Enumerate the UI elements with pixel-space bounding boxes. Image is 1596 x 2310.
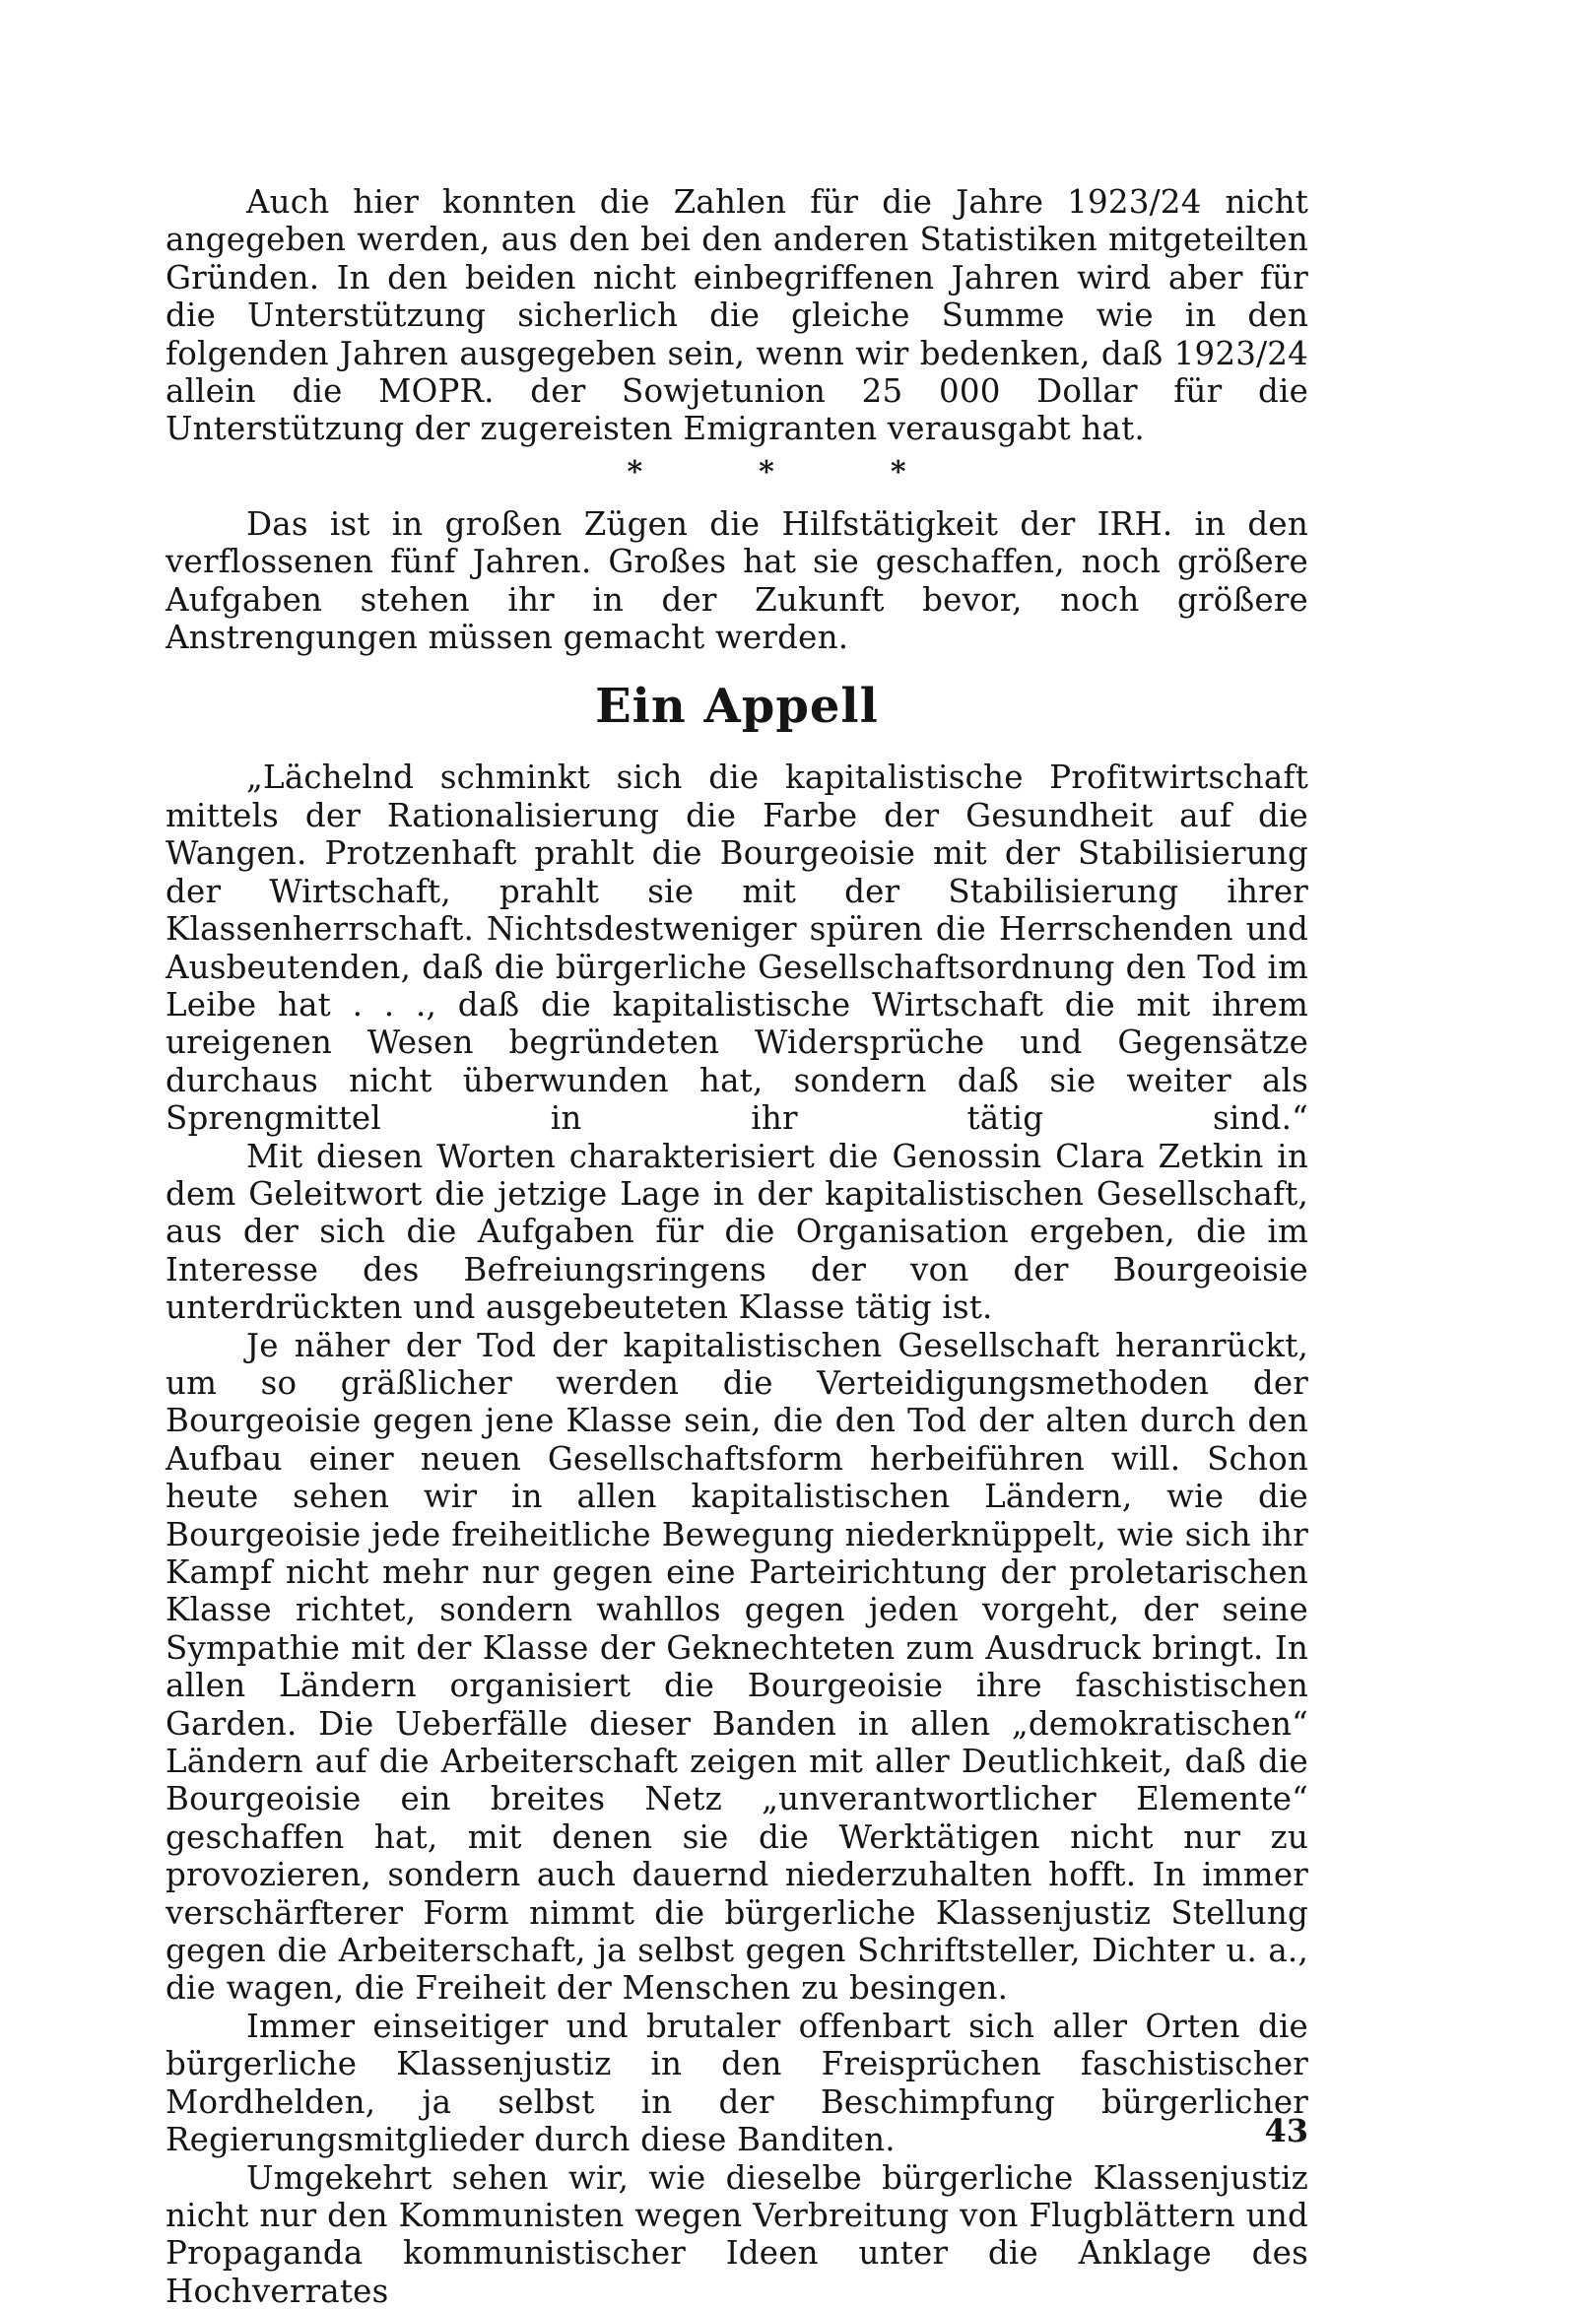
paragraph-continued: Umgekehrt sehen wir, wie dieselbe bürgerliche Klassenjustiz nicht nur den Kommunisten wegen Verbreitung von Flugblättern und Propaganda kommunistischer Ideen unter die Anklage des Hochverrates [166,2159,1308,2310]
section-heading: Ein Appell [166,678,1308,735]
separator-star: * [891,456,906,490]
paragraph-bourgeoisie-methods: Je näher der Tod der kapitalistischen Gesellschaft heranrückt, um so gräßlicher werden die Verteidigungsmethoden der Bourgeoisie gegen jene Klasse sein, die den Tod der alten durch den Aufbau einer neuen Gesellschaftsform herbeiführen will. Schon heute sehen wir in allen kapitalistischen Ländern, wie die Bourgeoisie jede freiheitliche Bewegung niederknüppelt, wie sich ihr Kampf nicht mehr nur gegen eine Parteirichtung der proletarischen Klasse richtet, sondern wahllos gegen jeden vorgeht, der seine Sympathie mit der Klasse der Geknechteten zum Ausdruck bringt. In allen Ländern organisiert die Bourgeoisie ihre faschistischen Garden. Die Ueberfälle dieser Banden in allen „demokratischen“ Ländern auf die Arbeiterschaft zeigen mit aller Deutlichkeit, daß die Bourgeoisie ein breites Netz „unverantwortlicher Elemente“ geschaffen hat, mit denen sie die Werktätigen nicht nur zu provozieren, sondern auch dauernd niederzuhalten hofft. In immer verschärfterer Form nimmt die bürgerliche Klassenjustiz Stellung gegen die Arbeiterschaft, ja selbst gegen Schriftsteller, Dichter u. a., die wagen, die Freiheit der Menschen zu besingen. [166,1327,1308,2008]
paragraph-quote: „Lächelnd schminkt sich die kapitalistische Profitwirtschaft mittels der Rationalisierung die Farbe der Gesundheit auf die Wangen. Protzenhaft prahlt die Bourgeoisie mit der Stabilisierung der Wirtschaft, prahlt sie mit der Stabilisierung ihrer Klassenherrschaft. Nichtsdestweniger spüren die Herrschenden und Ausbeutenden, daß die bürgerliche Gesellschaftsordnung den Tod im Leibe hat . . ., daß die kapitalistische Wirtschaft die mit ihrem ureigenen Wesen begründeten Widersprüche und Gegensätze durchaus nicht überwunden hat, sondern daß sie weiter als Sprengmittel in ihr tätig sind.“ [166,759,1308,1137]
text-column [166,183,1308,2310]
paragraph-summary: Das ist in großen Zügen die Hilfstätigkeit der IRH. in den verflossenen fünf Jahren. Großes hat sie geschaffen, noch größere Aufgaben stehen ihr in der Zukunft bevor, noch größere Anstrengungen müssen gemacht werden. [166,505,1308,657]
separator-star: * [759,456,774,490]
paragraph-zetkin: Mit diesen Worten charakterisiert die Genossin Clara Zetkin in dem Geleitwort die jetzige Lage in der kapitalistischen Gesellschaft, aus der sich die Aufgaben für die Organisation ergeben, die im Interesse des Befreiungsringens der von der Bourgeoisie unterdrückten und ausgebeuteten Klasse tätig ist. [166,1138,1308,1327]
paragraph-statistics-note: Auch hier konnten die Zahlen für die Jahre 1923/24 nicht angegeben werden, aus den bei den anderen Statistiken mitgeteilten Gründen. In den beiden nicht einbegriffenen Jahren wird aber für die Unterstützung sicherlich die gleiche Summe wie in den folgenden Jahren ausgegeben sein, wenn wir bedenken, daß 1923/24 allein die MOPR. der Sowjetunion 25 000 Dollar für die Unterstützung der zugereisten Emigranten verausgabt hat. [166,183,1308,448]
paragraph-class-justice: Immer einseitiger und brutaler offenbart sich aller Orten die bürgerliche Klassenjustiz in den Freisprüchen faschistischer Mordhelden, ja selbst in der Beschimpfung bürgerlicher Regierungsmitglieder durch diese Banditen. [166,2008,1308,2159]
page-number: 43 [1249,2112,1308,2149]
separator-star: * [627,456,642,490]
section-separator [166,456,1308,490]
